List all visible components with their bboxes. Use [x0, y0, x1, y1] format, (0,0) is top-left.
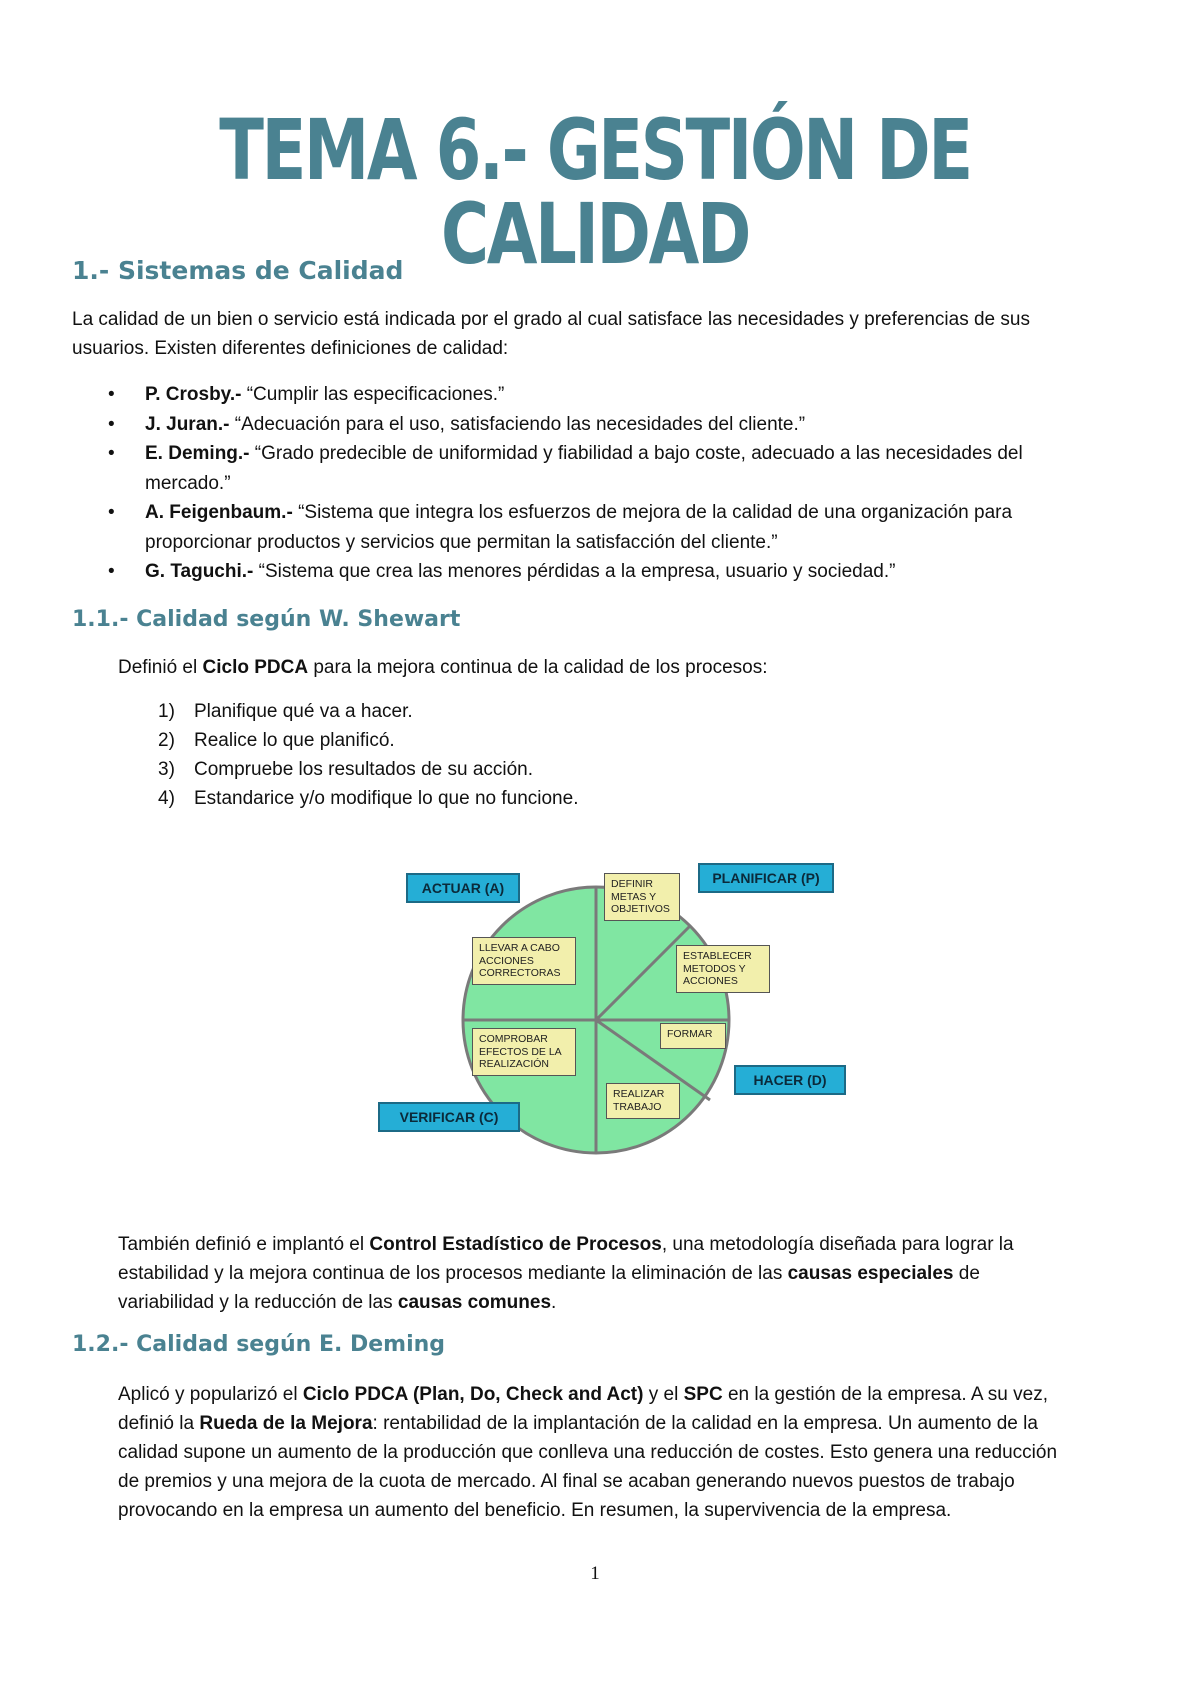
definitions-list [72, 380, 1112, 587]
deming-text: de premios y una mejora de la cuota de mercado. Al final se acaban generando nuevos puestos de trabajo [118, 1471, 1015, 1492]
definition-text: “Sistema que integra los esfuerzos de mejora de la calidad de una organización para [292, 502, 1013, 523]
step-number: 1) [158, 701, 175, 722]
definition-author: G. Taguchi.- [145, 561, 254, 582]
spc-text: variabilidad y la reducción de las [118, 1292, 398, 1313]
deming-bold: Rueda de la Mejora [199, 1413, 373, 1434]
box-text: CORRECTORAS [479, 967, 561, 979]
definition-text: “Cumplir las especificaciones.” [241, 384, 505, 405]
definition-author: E. Deming.- [145, 443, 250, 464]
deming-text: definió la [118, 1413, 200, 1434]
step-text: Compruebe los resultados de su acción. [194, 759, 534, 780]
spc-text: También definió e implantó el [118, 1234, 370, 1255]
page-number: 1 [590, 1563, 600, 1584]
label-hacer: HACER (D) [734, 1065, 846, 1095]
list-item [72, 498, 1112, 557]
section-heading-shewart: 1.1.- Calidad según W. Shewart [72, 607, 461, 632]
label-actuar: ACTUAR (A) [406, 873, 520, 903]
spc-text: de [953, 1263, 980, 1284]
section-heading-deming: 1.2.- Calidad según E. Deming [72, 1332, 446, 1357]
deming-bold: SPC [683, 1384, 723, 1405]
definition-text-continued: mercado.” [145, 472, 231, 494]
deming-text: Aplicó y popularizó el [118, 1384, 303, 1405]
step-text: Planifique qué va a hacer. [194, 701, 413, 722]
deming-paragraph [118, 1380, 1168, 1525]
box-establecer-metodos [676, 945, 770, 993]
list-item [72, 439, 1112, 498]
pdca-intro-text: para la mejora continua de la calidad de los procesos: [308, 657, 768, 678]
spc-bold: causas especiales [787, 1263, 954, 1284]
box-text: EFECTOS DE LA [479, 1045, 562, 1058]
definition-author: J. Juran.- [145, 413, 230, 435]
section-heading-sistemas: 1.- Sistemas de Calidad [72, 256, 404, 285]
box-realizar-trabajo [606, 1083, 680, 1119]
bullet-icon: • [108, 561, 115, 582]
pdca-intro [118, 653, 768, 682]
box-formar [660, 1023, 726, 1049]
step-number: 4) [158, 788, 175, 809]
box-text: ACCIONES [683, 975, 738, 987]
box-comprobar-efectos [472, 1028, 576, 1076]
spc-text: , una metodología diseñada para lograr la [661, 1234, 1014, 1255]
list-item [72, 410, 1112, 440]
list-item [158, 784, 578, 813]
bullet-icon: • [108, 502, 115, 523]
bullet-icon: • [108, 413, 115, 435]
deming-text: y el [643, 1384, 684, 1405]
step-number: 2) [158, 730, 175, 751]
step-number: 3) [158, 759, 175, 780]
intro-line-1: La calidad de un bien o servicio está indicada por el grado al cual satisface las necesidades y preferencias de sus [72, 309, 1030, 330]
deming-text: calidad supone un aumento de la producción que conlleva una reducción de costes. Esto genera una reducción [118, 1442, 1058, 1463]
box-definir-metas [604, 873, 680, 921]
definition-text: “Adecuación para el uso, satisfaciendo las necesidades del cliente.” [229, 413, 806, 435]
list-item [158, 755, 578, 784]
box-text: LLEVAR A CABO [479, 942, 560, 954]
box-text: DEFINIR [611, 878, 653, 890]
box-llevar-acciones [472, 937, 576, 985]
list-item [158, 726, 578, 755]
pdca-intro-text: Definió el [118, 657, 203, 678]
box-text: REALIZACIÓN [479, 1058, 550, 1070]
box-text: COMPROBAR [479, 1033, 548, 1045]
list-item [72, 557, 1112, 587]
intro-line-2: usuarios. Existen diferentes definiciones de calidad: [72, 338, 509, 359]
box-text: TRABAJO [613, 1100, 662, 1113]
box-text: METODOS Y [683, 962, 746, 975]
step-text: Estandarice y/o modifique lo que no funcione. [194, 788, 579, 809]
box-text: ACCIONES [479, 954, 534, 967]
definition-text: “Grado predecible de uniformidad y fiabilidad a bajo coste, adecuado a las necesidades del [249, 443, 1023, 464]
spc-paragraph [118, 1230, 1148, 1317]
box-text: FORMAR [667, 1028, 713, 1040]
box-text: METAS Y [611, 890, 657, 903]
deming-text: provocando en la empresa un aumento del beneficio. En resumen, la supervivencia de la empresa. [118, 1500, 952, 1521]
pdca-steps-list [158, 697, 578, 813]
deming-bold: Ciclo PDCA (Plan, Do, Check and Act) [302, 1384, 644, 1405]
label-verificar: VERIFICAR (C) [378, 1102, 520, 1132]
spc-text: estabilidad y la mejora continua de los procesos mediante la eliminación de las [118, 1263, 788, 1284]
label-planificar: PLANIFICAR (P) [698, 863, 834, 893]
pdca-cycle-diagram [370, 855, 870, 1180]
definition-text-continued: proporcionar productos y servicios que permitan la satisfacción del cliente.” [145, 531, 778, 553]
list-item [158, 697, 578, 726]
definition-text: “Sistema que crea las menores pérdidas a la empresa, usuario y sociedad.” [253, 561, 896, 582]
document-title: TEMA 6.- GESTIÓN DE CALIDAD [219, 101, 971, 283]
spc-text: . [551, 1292, 557, 1313]
deming-text: : rentabilidad de la implantación de la calidad en la empresa. Un aumento de la [372, 1413, 1038, 1434]
definition-author: A. Feigenbaum.- [145, 502, 293, 523]
box-text: REALIZAR [613, 1088, 665, 1100]
pdca-intro-bold: Ciclo PDCA [202, 657, 309, 678]
deming-text: en la gestión de la empresa. A su vez, [722, 1384, 1048, 1405]
step-text: Realice lo que planificó. [194, 730, 395, 751]
spc-bold: Control Estadístico de Procesos [369, 1234, 662, 1255]
intro-paragraph [72, 305, 1122, 363]
box-text: OBJETIVOS [611, 903, 670, 915]
spc-bold: causas comunes [397, 1292, 552, 1313]
box-text: ESTABLECER [683, 950, 752, 962]
definition-author: P. Crosby.- [145, 384, 242, 405]
bullet-icon: • [108, 384, 115, 405]
bullet-icon: • [108, 443, 115, 464]
list-item [72, 380, 1112, 410]
